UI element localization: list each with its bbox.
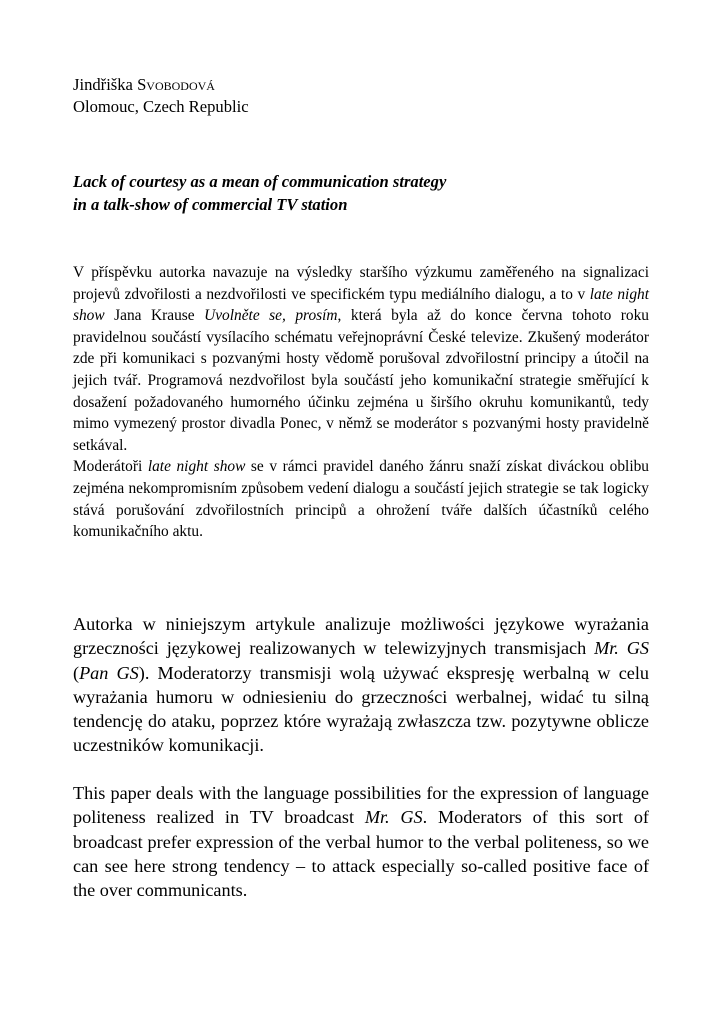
italic-run: Uvolněte se, prosím (204, 307, 338, 325)
italic-run: late night show (147, 458, 246, 476)
text-run: V příspěvku autorka navazuje na výsledky staršího výzkumu zaměřeného na signalizaci projevů zdvořilosti a nezdvořilosti ve specifickém typu mediálního dialogu, a to v (73, 264, 649, 303)
text-run: . Moderators of this sort of broadcast prefer expression of the verbal humor to the verbal politeness, so we can see here strong tendency – to attack especially so-called positive face of the over communicants. (73, 807, 649, 901)
title-line-1: Lack of courtesy as a mean of communication strategy (73, 172, 447, 191)
author-location: Olomouc, Czech Republic (73, 97, 249, 116)
text-run: ( (73, 662, 80, 683)
italic-run: Mr. GS (594, 638, 649, 659)
text-run: This paper deals with the language possibilities for the expression of language politeness realized in TV broadcast (73, 783, 649, 828)
polish-abstract (73, 612, 649, 758)
italic-run: late night show (73, 285, 649, 325)
czech-abstract (73, 262, 649, 543)
title-line-2: in a talk-show of commercial TV station (73, 195, 348, 214)
english-abstract (73, 781, 649, 902)
text-run: se v rámci pravidel daného žánru snaží získat diváckou oblibu zejména nekompromisním způsobem vedení dialogu a součástí jejich strategie se tak logicky stává porušování zdvořilostních principů a ohrožení tváře dalších účastníků celého komunikačního aktu. (73, 458, 649, 541)
polish-abstract-paragraph (73, 612, 649, 758)
text-run: Autorka w niniejszym artykule analizuje możliwości językowe wyrażania grzeczności językowej realizowanych w telewizyjnych transmisjach (73, 614, 649, 659)
czech-abstract-paragraph-2 (73, 456, 649, 542)
italic-run: Mr. GS (364, 807, 423, 828)
english-abstract-paragraph (73, 781, 649, 902)
text-run: ). Moderatorzy transmisji wolą używać ekspresję werbalną w celu wyrażania humoru w odniesieniu do grzeczności werbalnej, widać tu silną tendencję do ataku, poprzez które wyrażają zwłaszcza tzw. pozytywne oblicze uczestników komunikacji. (73, 662, 649, 756)
author-first-name: Jindřiška (73, 75, 133, 94)
italic-run: Pan GS (79, 662, 139, 683)
author-surname: Svobodová (137, 75, 215, 94)
text-run: Moderátoři (73, 458, 148, 476)
author-name (73, 74, 249, 96)
paper-title (73, 170, 446, 216)
author-block (73, 74, 249, 118)
text-run: , která byla až do konce června tohoto roku pravidelnou součástí vysílacího schématu veřejnoprávní České televize. Zkušený moderátor zde při komunikaci s pozvanými hosty vědomě porušoval zdvořilostní principy a útočil na jejich tvář. Programová nezdvořilost byla součástí jeho komunikační strategie směřující k dosažení požadovaného humorného účinku zejména u širšího okruhu komunikantů, tedy mimo vymezený prostor divadla Ponec, v němž se moderátor s pozvanými hosty pravidelně setkával. (73, 307, 650, 454)
text-run: Jana Krause (104, 307, 205, 325)
czech-abstract-paragraph-1 (73, 262, 649, 456)
